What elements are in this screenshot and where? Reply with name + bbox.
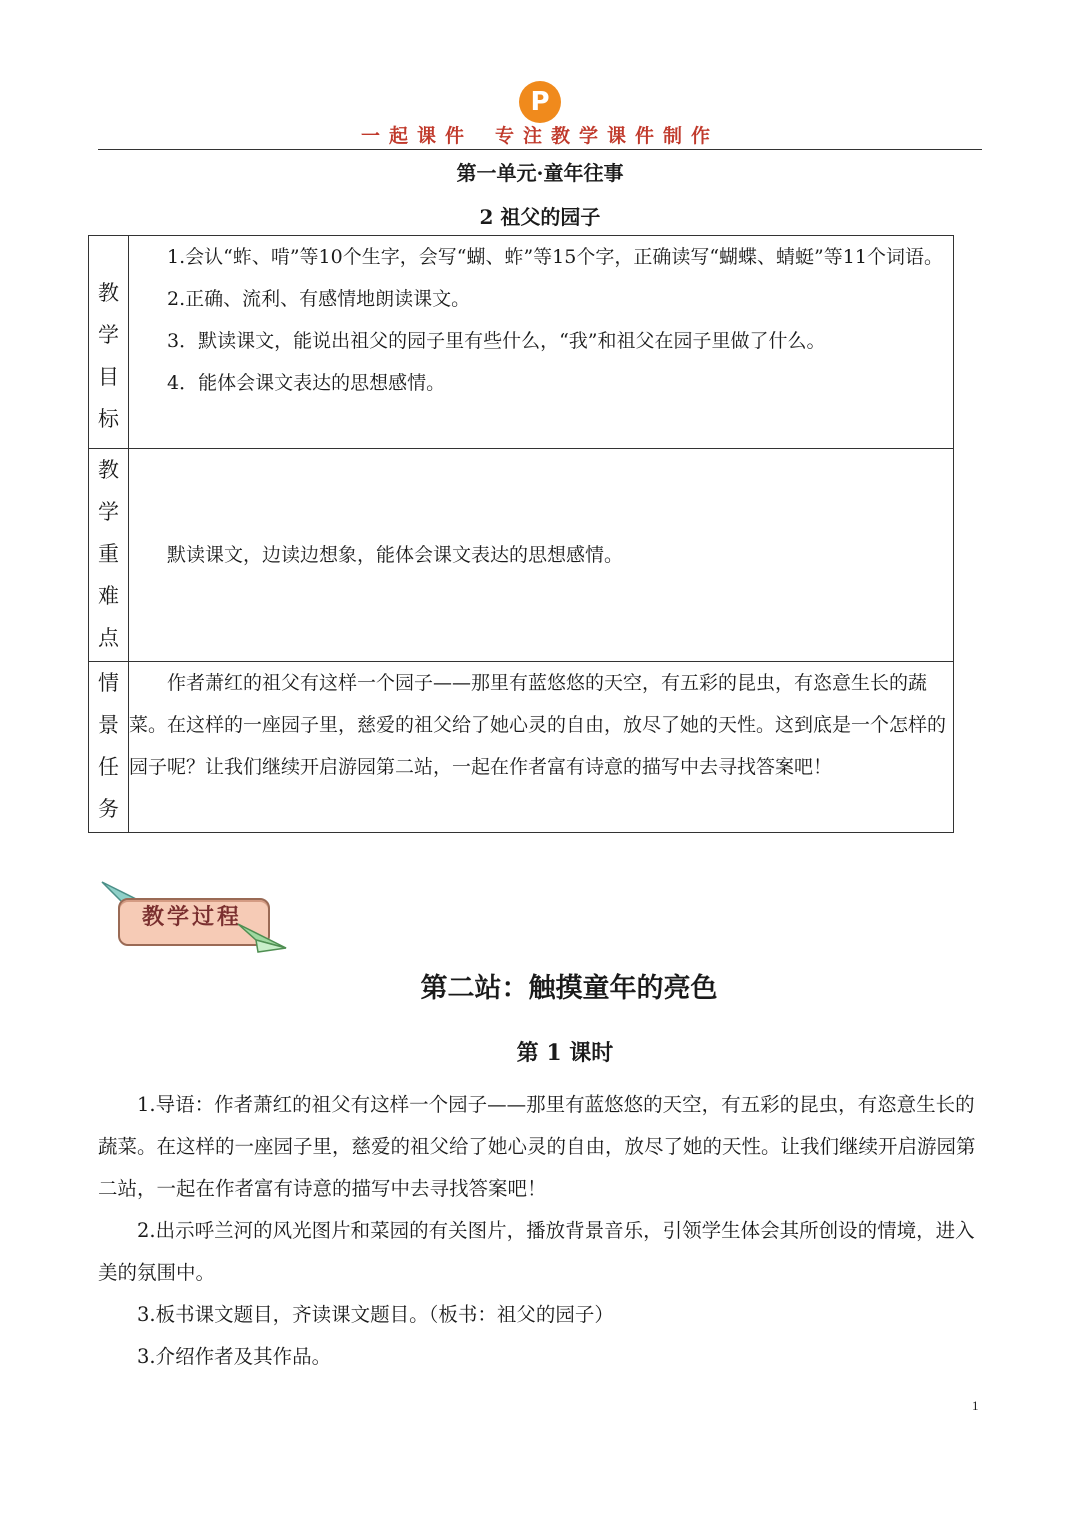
logo-icon: P [519, 81, 561, 123]
scenario-content: 作者萧红的祖父有这样一个园子——那里有蓝悠悠的天空，有五彩的昆虫，有恣意生长的蔬菜。在这样的一座园子里，慈爱的祖父给了她心灵的自由，放尽了她的天性。这到底是一个怎样的园子呢？让我们继续开启游园第二站，一起在作者富有诗意的描写中去寻找答案吧！ [129, 662, 954, 833]
lesson-plan-table [88, 235, 954, 833]
row-label-goals: 教 学 目 标 [89, 236, 129, 449]
table-row-scenario [89, 662, 954, 833]
key-points-content: 默读课文，边读边想象，能体会课文表达的思想感情。 [129, 449, 954, 662]
paper-plane-icon [236, 918, 288, 954]
goal-item: 1.会认“蚱、啃”等10个生字，会写“蝴、蚱”等15个字，正确读写“蝴蝶、蜻蜓”等11个词语。 [167, 246, 943, 268]
row-label-scenario: 情 景 任 务 [89, 662, 129, 833]
process-paragraph: 3.介绍作者及其作品。 [137, 1345, 332, 1368]
teaching-process-banner [100, 878, 288, 953]
process-paragraph: 3.板书课文题目，齐读课文题目。（板书：祖父的园子） [137, 1303, 614, 1326]
brand-slogan: 一起课件 专注教学课件制作 [360, 125, 720, 147]
process-paragraph: 2.出示呼兰河的风光图片和菜园的有关图片，播放背景音乐，引领学生体会其所创设的情境，进入美的氛围中。 [98, 1219, 975, 1284]
page-number: 1 [972, 1398, 979, 1413]
goal-item: 2.正确、流利、有感情地朗读课文。 [167, 288, 471, 310]
unit-title: 第一单元·童年往事 [456, 161, 624, 185]
banner-label: 教学过程 [141, 905, 242, 930]
goal-item: 4．能体会课文表达的思想感情。 [167, 372, 446, 394]
goals-content [129, 236, 954, 449]
row-label-key-points: 教 学 重 难 点 [89, 449, 129, 662]
period-title: 第 1 课时 [516, 1040, 614, 1066]
process-paragraph: 1.导语：作者萧红的祖父有这样一个园子——那里有蓝悠悠的天空，有五彩的昆虫，有恣意生长的蔬菜。在这样的一座园子里，慈爱的祖父给了她心灵的自由，放尽了她的天性。让我们继续开启游园第二站，一起在作者富有诗意的描写中去寻找答案吧！ [98, 1093, 976, 1200]
lesson-title: 2 祖父的园子 [479, 205, 601, 229]
process-body [98, 1084, 982, 1378]
table-row-key-points [89, 449, 954, 662]
station-title: 第二站：触摸童年的亮色 [420, 973, 718, 1004]
goal-item: 3．默读课文，能说出祖父的园子里有些什么，“我”和祖父在园子里做了什么。 [167, 330, 826, 352]
table-row-goals [89, 236, 954, 449]
header-divider [98, 149, 982, 150]
